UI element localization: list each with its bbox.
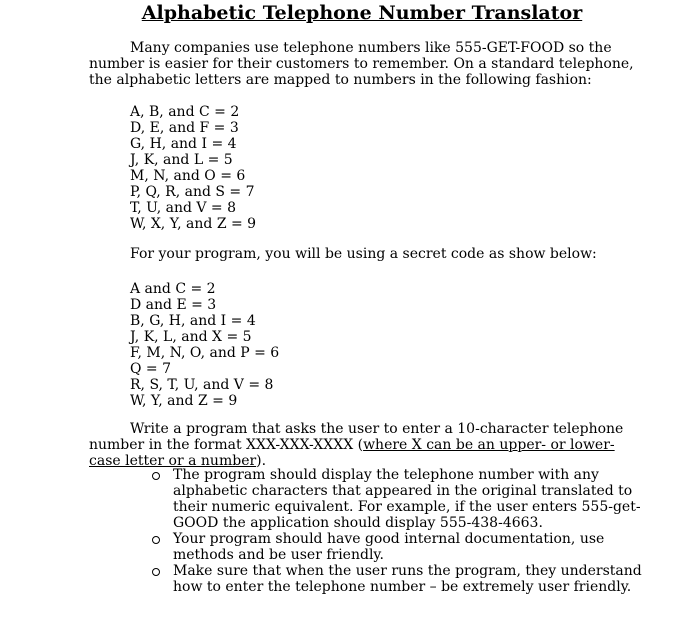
secret-code-intro: For your program, you will be using a secret code as show below: (130, 246, 597, 262)
secret-mapping-item: D and E = 3 (130, 297, 217, 313)
standard-mapping-item: D, E, and F = 3 (130, 120, 239, 136)
task-text-before: Write a program that asks the user to enter a 10-character telephone number in the format XXX-XXX-XXXX ( (89, 421, 624, 453)
page-title: Alphabetic Telephone Number Translator (141, 2, 583, 24)
requirement-item (152, 531, 647, 563)
hollow-bullet-icon (152, 568, 160, 576)
secret-mapping-item: F, M, N, O, and P = 6 (130, 345, 280, 361)
requirement-text: Your program should have good internal documentation, use methods and be user friendly. (173, 531, 605, 563)
requirement-text: The program should display the telephone number with any alphabetic characters that appeared in the original translated to their numeric equivalent. For example, if the user enters 555-get-GOOD the application should display 555-438-4663. (173, 467, 641, 531)
requirement-text: Make sure that when the user runs the program, they understand how to enter the telephone number – be extremely user friendly. (173, 563, 642, 595)
standard-mapping-item: A, B, and C = 2 (130, 104, 240, 120)
standard-mapping-item: J, K, and L = 5 (130, 152, 233, 168)
intro-paragraph: Many companies use telephone numbers like 555-GET-FOOD so the number is easier for their customers to remember. On a standard telephone, the alphabetic letters are mapped to numbers in the following fashion: (89, 40, 634, 88)
hollow-bullet-icon (152, 472, 160, 480)
task-text-underlined: where X can be an upper- or lower-case letter or a number (89, 437, 615, 469)
requirement-item (152, 563, 647, 595)
secret-mapping-item: A and C = 2 (130, 281, 216, 297)
secret-mapping-item: B, G, H, and I = 4 (130, 313, 256, 329)
secret-mapping-item: J, K, L, and X = 5 (130, 329, 252, 345)
standard-mapping-list (130, 104, 256, 232)
requirement-item (152, 467, 647, 531)
task-text-after: ). (256, 453, 267, 469)
hollow-bullet-icon (152, 536, 160, 544)
standard-mapping-item: M, N, and O = 6 (130, 168, 246, 184)
standard-mapping-item: G, H, and I = 4 (130, 136, 237, 152)
task-paragraph (89, 421, 634, 469)
secret-mapping-list (130, 281, 279, 409)
standard-mapping-item: W, X, Y, and Z = 9 (130, 216, 257, 232)
secret-mapping-item: Q = 7 (130, 361, 172, 377)
standard-mapping-item: T, U, and V = 8 (130, 200, 237, 216)
requirements-list (152, 467, 647, 595)
secret-mapping-item: R, S, T, U, and V = 8 (130, 377, 274, 393)
standard-mapping-item: P, Q, R, and S = 7 (130, 184, 255, 200)
secret-mapping-item: W, Y, and Z = 9 (130, 393, 238, 409)
